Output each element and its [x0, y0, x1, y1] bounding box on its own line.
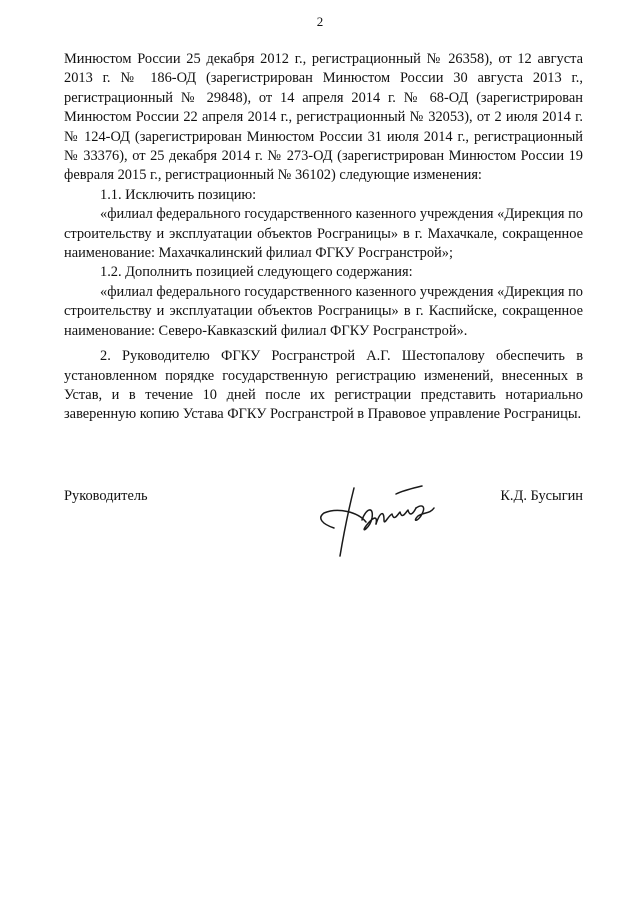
signer-position: Руководитель	[64, 488, 148, 504]
document-body	[64, 50, 583, 425]
paragraph-1-1: 1.1. Исключить позицию:	[100, 186, 257, 203]
signature-block	[64, 488, 583, 568]
paragraph-1-1-text: «филиал федерального государственного казенного учреждения «Дирекция по строительству и эксплуатации объектов Росграницы» в г. Махачкале, сокращенное наименование: Махачкалинский филиал ФГКУ Росгранстрой»;	[64, 206, 583, 262]
signer-name: К.Д. Бусыгин	[500, 488, 583, 504]
paragraph-amendments-list: Минюстом России 25 декабря 2012 г., регистрационный № 26358), от 12 августа 2013 г. № 186-ОД (зарегистрирован Минюстом России 30 августа 2013 г., регистрационный № 29848), от 14 апреля 2014 г. № 68-ОД (зарегистрирован Минюстом России 22 апреля 2014 г., регистрационный № 32053), от 2 июля 2014 г. № 124-ОД (зарегистрирован Минюстом России 31 июля 2014 г., регистрационный № 33376), от 25 декабря 2014 г. № 273-ОД (зарегистрирован Минюстом России 19 февраля 2015 г., регистрационный № 36102) следующие изменения:	[64, 51, 583, 184]
paragraph-1-2: 1.2. Дополнить позицией следующего содержания:	[100, 264, 413, 281]
page-number: 2	[316, 14, 324, 29]
paragraph-2: 2. Руководителю ФГКУ Росгранстрой А.Г. Шестопалову обеспечить в установленном порядке государственную регистрацию изменений, внесенных в Устав, и в течение 10 дней после их регистрации представить нотариально заверенную копию Устава ФГКУ Росгранстрой в Правовое управление Росграницы.	[64, 348, 583, 423]
handwritten-signature	[314, 482, 444, 560]
paragraph-1-2-text: «филиал федерального государственного казенного учреждения «Дирекция по строительству и эксплуатации объектов Росграницы» в г. Каспийске, сокращенное наименование: Северо-Кавказский филиал ФГКУ Росгранстрой».	[64, 283, 583, 339]
